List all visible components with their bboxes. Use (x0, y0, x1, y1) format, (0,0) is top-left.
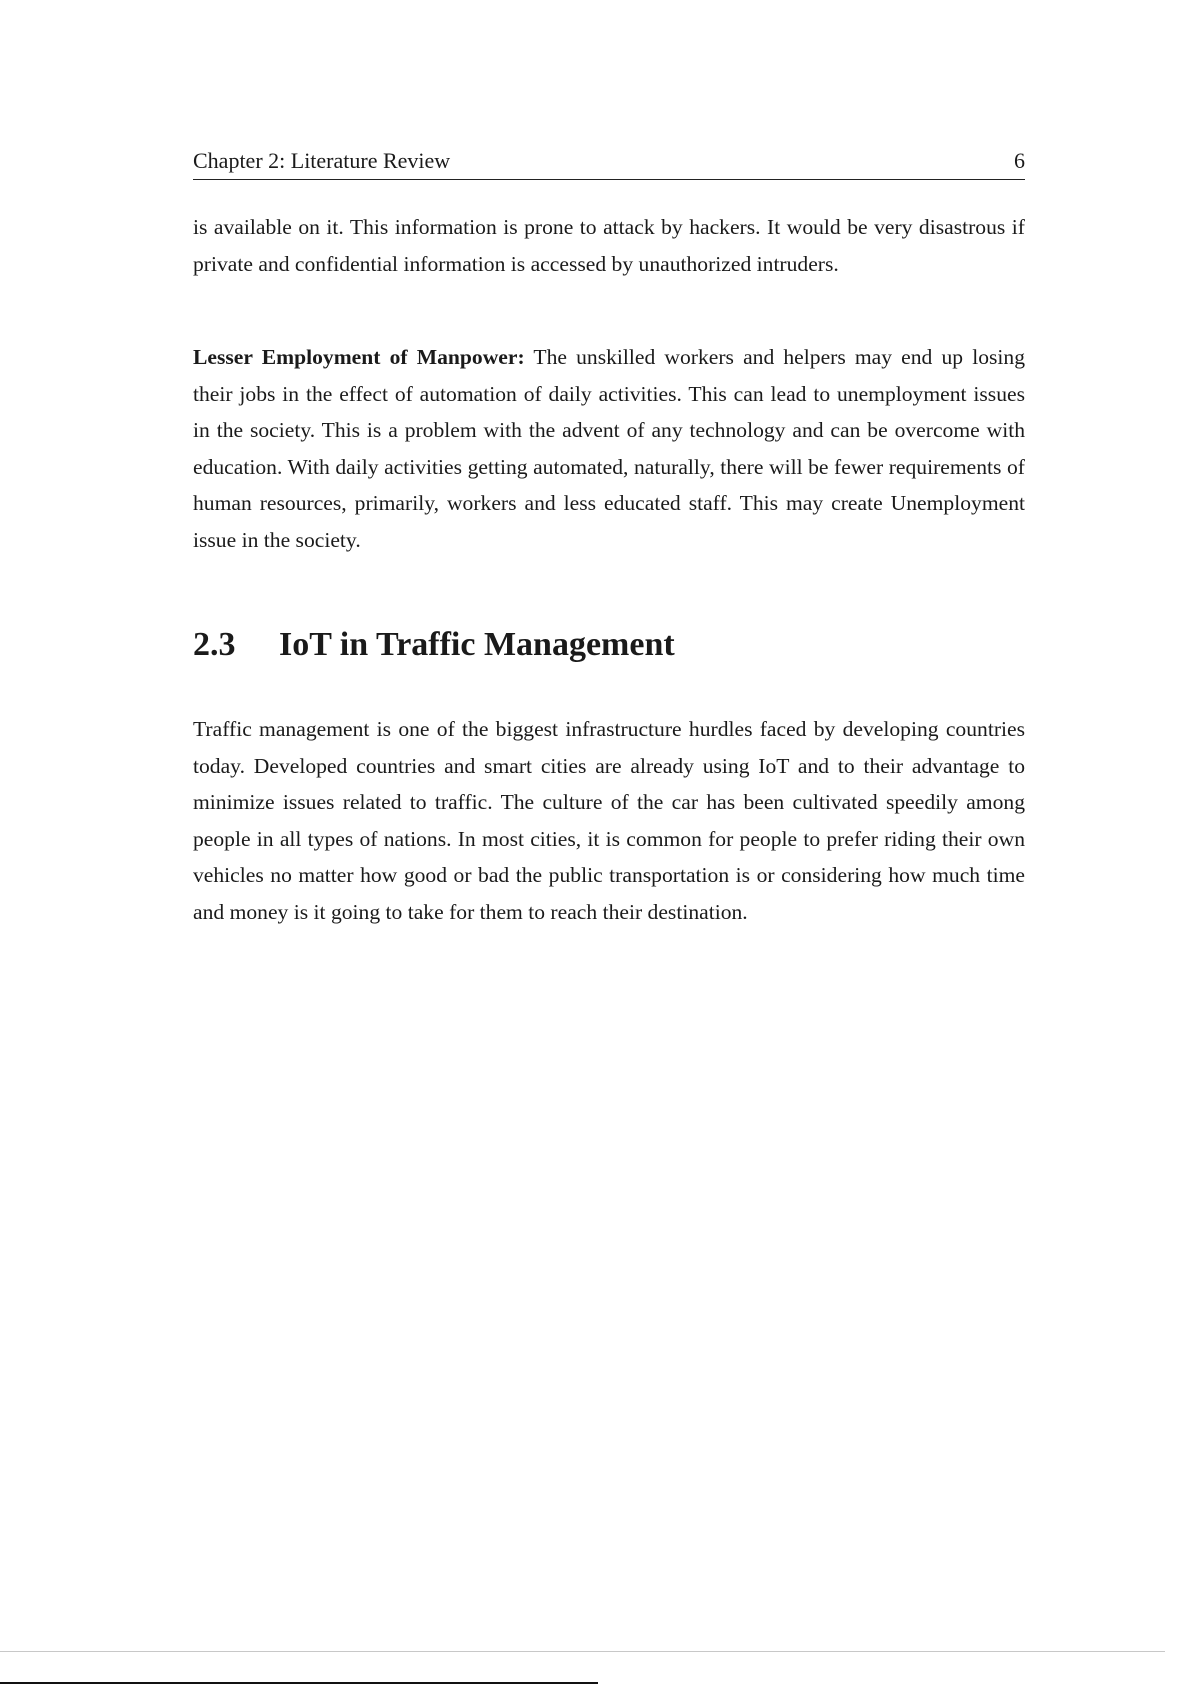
section-title: IoT in Traffic Management (279, 626, 675, 663)
chapter-title: Chapter 2: Literature Review (193, 148, 451, 173)
manpower-text: The unskilled workers and helpers may end up losing their jobs in the effect of automation of daily activities. This can lead to unemployment issues in the society. This is a problem with the advent of any technology and can be overcome with education. With daily activities getting automated, naturally, there will be fewer requirements of human resources, primarily, workers and less educated staff. This may create Unemployment issue in the society. (193, 345, 1025, 552)
section-paragraph: Traffic management is one of the biggest infrastructure hurdles faced by developing countries today. Developed countries and smart cities are already using IoT and to their advantage to minimize issues related to traffic. The culture of the car has been cultivated speedily among people in all types of nations. In most cities, it is common for people to prefer riding their own vehicles no matter how good or bad the public transportation is or considering how much time and money is it going to take for them to reach their destination. (193, 717, 1025, 924)
section-heading (193, 622, 1025, 668)
page-number: 6 (1014, 148, 1025, 173)
manpower-paragraph (193, 339, 1025, 559)
next-page-edge (0, 1682, 598, 1684)
continued-paragraph: is available on it. This information is prone to attack by hackers. It would be very disastrous if private and confidential information is accessed by unauthorized intruders. (193, 215, 1025, 276)
running-header (193, 146, 1025, 180)
footer-divider (0, 1651, 1165, 1652)
run-in-heading: Lesser Employment of Manpower: (193, 345, 525, 369)
section-number: 2.3 (193, 626, 236, 663)
